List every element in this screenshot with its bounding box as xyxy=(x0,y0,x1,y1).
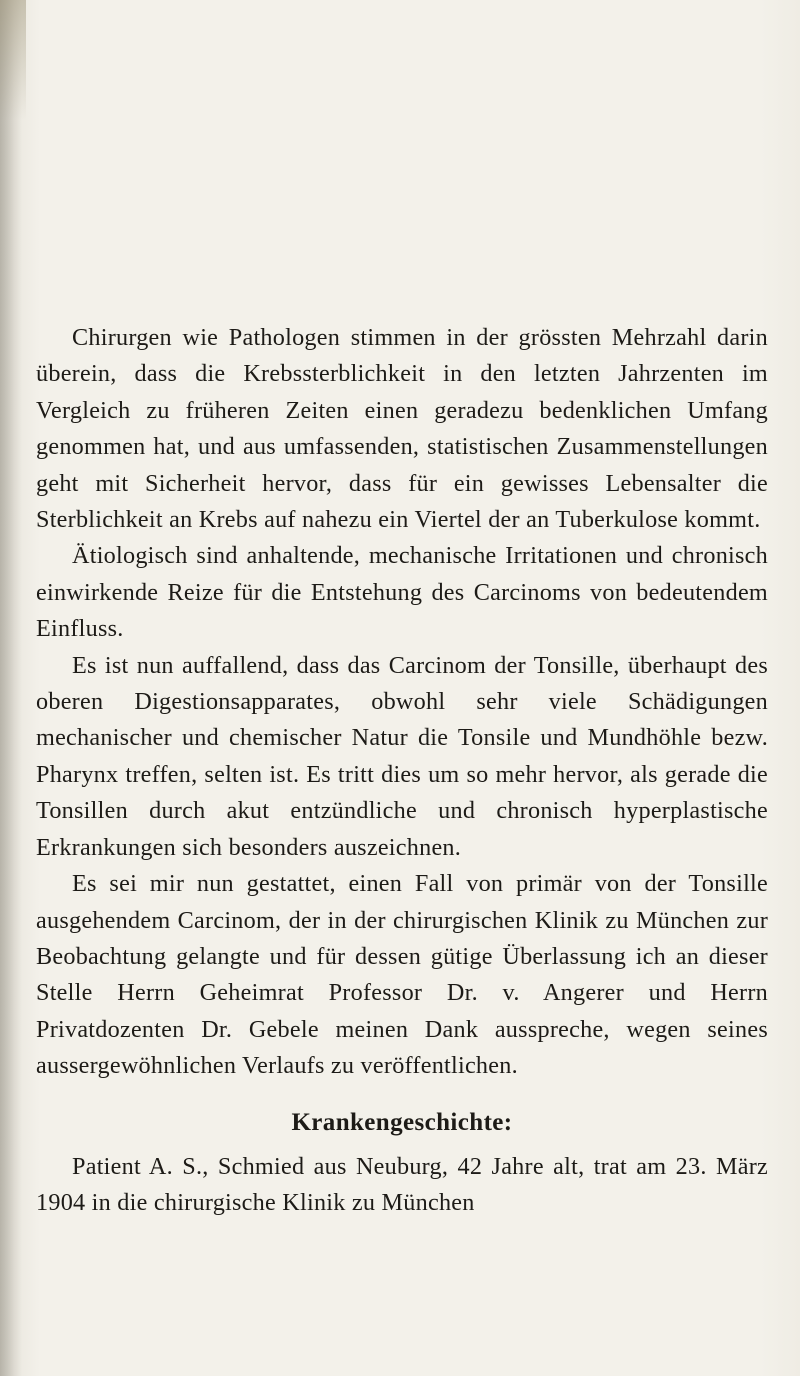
paragraph-intro: Chirurgen wie Pathologen stimmen in der grössten Mehrzahl darin überein, dass die Krebssterblichkeit in den letzten Jahrzenten im Vergleich zu früheren Zeiten einen geradezu bedenklichen Umfang genommen hat, und aus umfassenden, statistischen Zusammenstellungen geht mit Sicherheit hervor, dass für ein gewisses Lebensalter die Sterblichkeit an Krebs auf nahezu ein Viertel der an Tuberkulose kommt. xyxy=(36,324,768,534)
paragraph-patient: Patient A. S., Schmied aus Neuburg, 42 Jahre alt, trat am 23. März 1904 in die chirurgische Klinik zu München xyxy=(36,1152,768,1216)
paragraph-tonsil: Es ist nun auffallend, dass das Carcinom der Tonsille, überhaupt des oberen Digestionsapparates, obwohl sehr viele Schädigungen mechanischer und chemischer Natur die Tonsile und Mundhöhle bezw. Pharynx treffen, selten ist. Es tritt dies um so mehr hervor, als gerade die Tonsillen durch akut entzündliche und chronisch hyperplastische Erkrankungen sich besonders auszeichnen. xyxy=(36,651,768,861)
paragraph-case-intro: Es sei mir nun gestattet, einen Fall von primär von der Tonsille ausgehendem Carcinom, der in der chirurgischen Klinik zu München zur Beobachtung gelangte und für dessen gütige Überlassung ich an dieser Stelle Herrn Geheimrat Professor Dr. v. Angerer und Herrn Privatdozenten Dr. Gebele meinen Dank ausspreche, wegen seines aussergewöhnlichen Verlaufs zu veröffentlichen. xyxy=(36,870,768,1080)
section-heading: Krankengeschichte: xyxy=(291,1108,513,1136)
body-text xyxy=(36,320,768,1221)
paragraph-etiology: Ätiologisch sind anhaltende, mechanische Irritationen und chronisch einwirkende Reize für die Entstehung des Carcinoms von bedeutendem Einfluss. xyxy=(36,542,768,643)
page-gutter-shadow xyxy=(0,0,22,1376)
page-corner-stain xyxy=(0,0,26,120)
